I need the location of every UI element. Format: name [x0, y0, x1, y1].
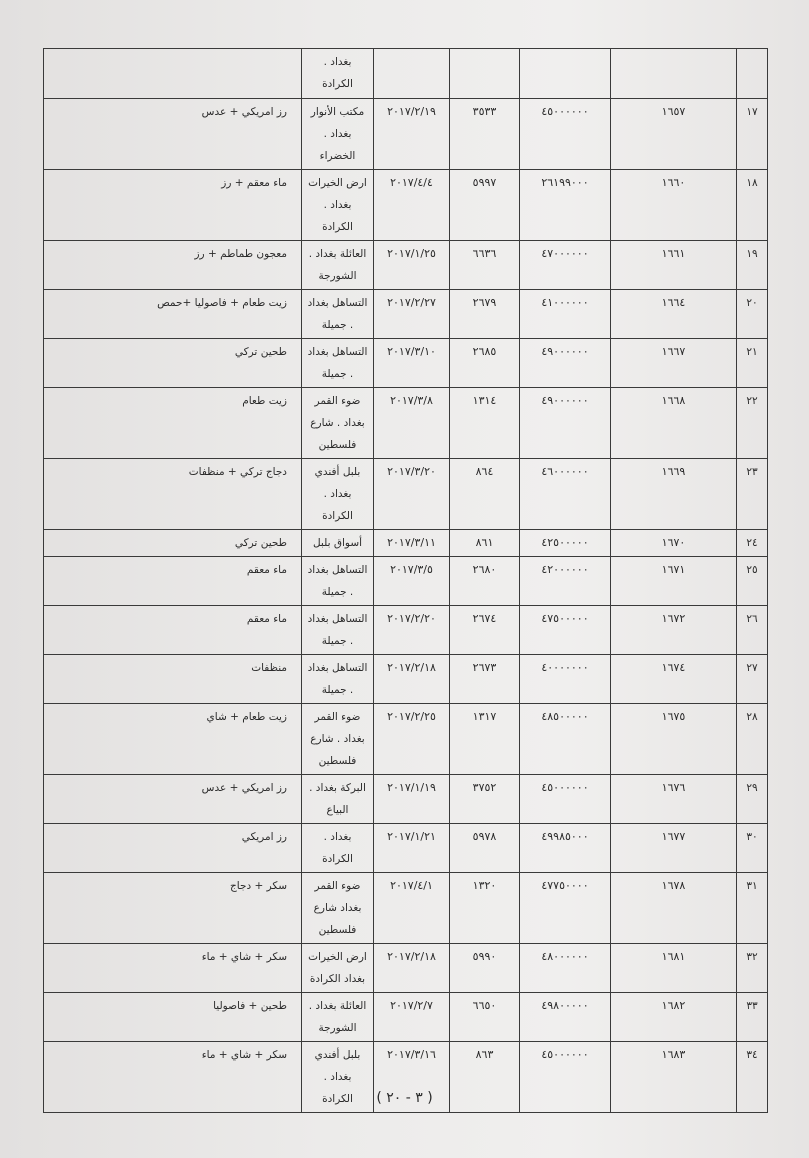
amount-cell: ٢٦١٩٩٠٠٠	[520, 170, 611, 241]
items-cell: سكر + شاي + ماء	[44, 1042, 302, 1113]
amount-cell: ٤١٠٠٠٠٠٠	[520, 290, 611, 339]
table-row	[44, 775, 768, 824]
reference-cell: ٣٧٥٢	[450, 775, 520, 824]
reference-cell: ١٣١٧	[450, 704, 520, 775]
items-cell: رز امريكي + عدس	[44, 99, 302, 170]
table-row	[44, 557, 768, 606]
date-cell: ٢٠١٧/٢/٢٥	[374, 704, 450, 775]
code-cell: ١٦٦٩	[611, 459, 737, 530]
code-cell: ١٦٥٧	[611, 99, 737, 170]
supplier-location-cell: ضوء القمر بغداد . شارع فلسطين	[302, 704, 374, 775]
date-cell: ٢٠١٧/٣/١٠	[374, 339, 450, 388]
amount-cell: ٤٩٠٠٠٠٠٠	[520, 339, 611, 388]
supplier-location-cell: ضوء القمر بغداد . شارع فلسطين	[302, 388, 374, 459]
row-index-cell: ٢٧	[737, 655, 768, 704]
items-cell: زيت طعام	[44, 388, 302, 459]
code-cell: ١٦٦٧	[611, 339, 737, 388]
items-cell: رز امريكي	[44, 824, 302, 873]
amount-cell: ٤٧٠٠٠٠٠٠	[520, 241, 611, 290]
code-cell: ١٦٧٨	[611, 873, 737, 944]
code-cell: ١٦٧٢	[611, 606, 737, 655]
items-cell: طحين تركي	[44, 339, 302, 388]
row-index-cell	[737, 49, 768, 99]
amount-cell: ٤٧٧٥٠٠٠٠	[520, 873, 611, 944]
reference-cell: ١٣٢٠	[450, 873, 520, 944]
date-cell: ٢٠١٧/٢/١٨	[374, 944, 450, 993]
date-cell: ٢٠١٧/٢/١٨	[374, 655, 450, 704]
reference-cell: ٢٦٧٣	[450, 655, 520, 704]
table-row	[44, 241, 768, 290]
supplier-location-cell: العائلة بغداد . الشورجة	[302, 993, 374, 1042]
row-index-cell: ٢٩	[737, 775, 768, 824]
records-table-wrapper	[44, 48, 768, 1113]
code-cell: ١٦٨٣	[611, 1042, 737, 1113]
supplier-location-cell: ضوء القمر بغداد شارع فلسطين	[302, 873, 374, 944]
table-row	[44, 704, 768, 775]
reference-cell: ٦٦٥٠	[450, 993, 520, 1042]
table-row	[44, 388, 768, 459]
row-index-cell: ٣٤	[737, 1042, 768, 1113]
amount-cell: ٤٢٥٠٠٠٠٠	[520, 530, 611, 557]
reference-cell: ١٣١٤	[450, 388, 520, 459]
supplier-location-cell: بغداد . الكرادة	[302, 49, 374, 99]
code-cell	[611, 49, 737, 99]
table-row	[44, 49, 768, 99]
row-index-cell: ٢٥	[737, 557, 768, 606]
supplier-location-cell: التساهل بغداد . جميلة	[302, 339, 374, 388]
row-index-cell: ٣١	[737, 873, 768, 944]
supplier-location-cell: أسواق بلبل	[302, 530, 374, 557]
table-row	[44, 824, 768, 873]
items-cell: زيت طعام + فاصوليا +حمص	[44, 290, 302, 339]
items-cell: سكر + دجاج	[44, 873, 302, 944]
supplier-location-cell: التساهل بغداد . جميلة	[302, 290, 374, 339]
amount-cell: ٤٨٥٠٠٠٠٠	[520, 704, 611, 775]
amount-cell: ٤٥٠٠٠٠٠٠	[520, 1042, 611, 1113]
records-table-body	[44, 49, 768, 1113]
items-cell: ماء معقم	[44, 557, 302, 606]
supplier-location-cell: التساهل بغداد . جميلة	[302, 655, 374, 704]
table-row	[44, 530, 768, 557]
code-cell: ١٦٧٦	[611, 775, 737, 824]
code-cell: ١٦٨٢	[611, 993, 737, 1042]
reference-cell: ٣٥٣٣	[450, 99, 520, 170]
table-row	[44, 290, 768, 339]
code-cell: ١٦٧٥	[611, 704, 737, 775]
items-cell	[44, 49, 302, 99]
date-cell: ٢٠١٧/١/١٩	[374, 775, 450, 824]
date-cell: ٢٠١٧/٢/٢٠	[374, 606, 450, 655]
page-number: ( ٣ - ٢٠ )	[376, 1090, 433, 1106]
table-row	[44, 99, 768, 170]
table-row	[44, 873, 768, 944]
supplier-location-cell: التساهل بغداد . جميلة	[302, 606, 374, 655]
items-cell: سكر + شاي + ماء	[44, 944, 302, 993]
reference-cell: ٥٩٩٠	[450, 944, 520, 993]
reference-cell: ٢٦٨٠	[450, 557, 520, 606]
reference-cell: ٢٦٨٥	[450, 339, 520, 388]
reference-cell: ٥٩٩٧	[450, 170, 520, 241]
reference-cell: ٨٦١	[450, 530, 520, 557]
amount-cell: ٤٦٠٠٠٠٠٠	[520, 459, 611, 530]
row-index-cell: ٢٢	[737, 388, 768, 459]
date-cell: ٢٠١٧/٢/٧	[374, 993, 450, 1042]
row-index-cell: ٢٣	[737, 459, 768, 530]
row-index-cell: ٢٠	[737, 290, 768, 339]
date-cell: ٢٠١٧/٣/١٦	[374, 1042, 450, 1113]
code-cell: ١٦٦٤	[611, 290, 737, 339]
amount-cell	[520, 49, 611, 99]
reference-cell: ٨٦٤	[450, 459, 520, 530]
date-cell: ٢٠١٧/٤/٤	[374, 170, 450, 241]
supplier-location-cell: بلبل أفندي بغداد . الكرادة	[302, 1042, 374, 1113]
amount-cell: ٤٠٠٠٠٠٠٠	[520, 655, 611, 704]
items-cell: رز امريكي + عدس	[44, 775, 302, 824]
items-cell: معجون طماطم + رز	[44, 241, 302, 290]
table-row	[44, 339, 768, 388]
supplier-location-cell: بغداد . الكرادة	[302, 824, 374, 873]
table-row	[44, 606, 768, 655]
supplier-location-cell: التساهل بغداد . جميلة	[302, 557, 374, 606]
reference-cell: ٢٦٧٤	[450, 606, 520, 655]
date-cell: ٢٠١٧/٢/١٩	[374, 99, 450, 170]
code-cell: ١٦٦٨	[611, 388, 737, 459]
reference-cell: ٦٦٣٦	[450, 241, 520, 290]
table-row	[44, 459, 768, 530]
items-cell: طحين تركي	[44, 530, 302, 557]
date-cell: ٢٠١٧/٣/١١	[374, 530, 450, 557]
table-row	[44, 655, 768, 704]
items-cell: ماء معقم + رز	[44, 170, 302, 241]
supplier-location-cell: البركة بغداد . البياع	[302, 775, 374, 824]
date-cell: ٢٠١٧/٣/٨	[374, 388, 450, 459]
items-cell: دجاج تركي + منظفات	[44, 459, 302, 530]
items-cell: زيت طعام + شاي	[44, 704, 302, 775]
date-cell: ٢٠١٧/٤/١	[374, 873, 450, 944]
date-cell: ٢٠١٧/٣/٢٠	[374, 459, 450, 530]
reference-cell: ٨٦٣	[450, 1042, 520, 1113]
row-index-cell: ٢٨	[737, 704, 768, 775]
amount-cell: ٤٩٠٠٠٠٠٠	[520, 388, 611, 459]
code-cell: ١٦٧٠	[611, 530, 737, 557]
amount-cell: ٤٧٥٠٠٠٠٠	[520, 606, 611, 655]
row-index-cell: ١٧	[737, 99, 768, 170]
code-cell: ١٦٧٤	[611, 655, 737, 704]
items-cell: ماء معقم	[44, 606, 302, 655]
date-cell: ٢٠١٧/١/٢٥	[374, 241, 450, 290]
reference-cell	[450, 49, 520, 99]
table-row	[44, 170, 768, 241]
table-row	[44, 944, 768, 993]
row-index-cell: ٢٤	[737, 530, 768, 557]
code-cell: ١٦٧٧	[611, 824, 737, 873]
items-cell: طحين + فاصوليا	[44, 993, 302, 1042]
amount-cell: ٤٨٠٠٠٠٠٠	[520, 944, 611, 993]
date-cell: ٢٠١٧/١/٢١	[374, 824, 450, 873]
row-index-cell: ٣٠	[737, 824, 768, 873]
supplier-location-cell: ارض الخيرات بغداد . الكرادة	[302, 170, 374, 241]
code-cell: ١٦٧١	[611, 557, 737, 606]
reference-cell: ٢٦٧٩	[450, 290, 520, 339]
amount-cell: ٤٢٠٠٠٠٠٠	[520, 557, 611, 606]
row-index-cell: ٣٣	[737, 993, 768, 1042]
row-index-cell: ٢٦	[737, 606, 768, 655]
amount-cell: ٤٥٠٠٠٠٠٠	[520, 99, 611, 170]
row-index-cell: ١٨	[737, 170, 768, 241]
supplier-location-cell: العائلة بغداد . الشورجة	[302, 241, 374, 290]
row-index-cell: ٢١	[737, 339, 768, 388]
records-table	[43, 48, 768, 1113]
amount-cell: ٤٩٩٨٥٠٠٠	[520, 824, 611, 873]
supplier-location-cell: مكتب الأنوار بغداد . الخضراء	[302, 99, 374, 170]
reference-cell: ٥٩٧٨	[450, 824, 520, 873]
date-cell	[374, 49, 450, 99]
date-cell: ٢٠١٧/٢/٢٧	[374, 290, 450, 339]
amount-cell: ٤٥٠٠٠٠٠٠	[520, 775, 611, 824]
row-index-cell: ١٩	[737, 241, 768, 290]
table-row	[44, 993, 768, 1042]
code-cell: ١٦٦١	[611, 241, 737, 290]
supplier-location-cell: ارض الخيرات بغداد الكرادة	[302, 944, 374, 993]
supplier-location-cell: بلبل أفندي بغداد . الكرادة	[302, 459, 374, 530]
date-cell: ٢٠١٧/٣/٥	[374, 557, 450, 606]
amount-cell: ٤٩٨٠٠٠٠٠	[520, 993, 611, 1042]
items-cell: منظفات	[44, 655, 302, 704]
code-cell: ١٦٦٠	[611, 170, 737, 241]
row-index-cell: ٣٢	[737, 944, 768, 993]
code-cell: ١٦٨١	[611, 944, 737, 993]
